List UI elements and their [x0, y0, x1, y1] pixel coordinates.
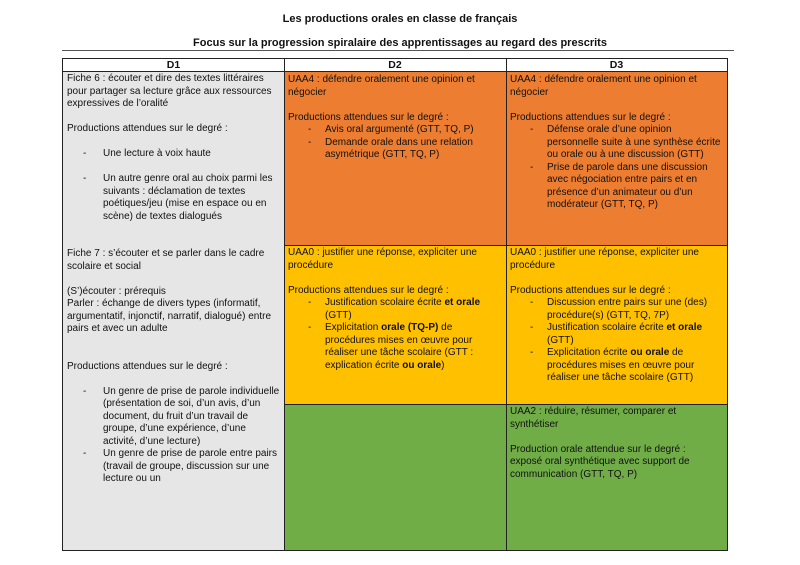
d1-cell [63, 72, 284, 550]
d3-uaa4-title: UAA4 : défendre oralement une opinion et négocier [510, 74, 697, 98]
list-item: - Explicitation écrite ou orale de procédures mises en œuvre pour réaliser une tâche scolaire (GTT) [510, 347, 723, 385]
fiche6-productions-label: Productions attendues sur le degré : [67, 123, 228, 134]
d2-uaa0-title: UAA0 : justifier une réponse, expliciter une procédure [288, 247, 477, 271]
d2-uaa4-cell [284, 72, 506, 245]
fiche7-title: Fiche 7 : s’écouter et se parler dans le cadre scolaire et social [67, 248, 265, 272]
list-item: - Un genre de prise de parole entre pairs (travail de groupe, discussion sur une lecture ou un [67, 448, 280, 486]
list-item: - Justification scolaire écrite et orale (GTT) [510, 322, 723, 347]
d3-uaa2-title: UAA2 : réduire, résumer, comparer et synthétiser [510, 406, 677, 430]
d3-uaa4-list [510, 124, 723, 212]
list-item: - Une lecture à voix haute [67, 148, 280, 161]
d2-uaa0-cell [284, 245, 506, 404]
list-item: - Un genre de prise de parole individuelle (présentation de soi, d’un avis, d’un document, du fruit d’un travail de groupe, d’une expérience, d’une activité, d’une lecture) [67, 386, 280, 449]
d3-uaa0-list [510, 297, 723, 385]
d2-empty-cell [284, 404, 506, 550]
d3-uaa0-cell [506, 245, 727, 404]
column-divider [506, 59, 507, 550]
list-item: - Demande orale dans une relation asymétrique (GTT, TQ, P) [288, 137, 502, 162]
page-subtitle: Focus sur la progression spiralaire des apprentissages au regard des prescrits [193, 37, 607, 49]
fiche7-parler: Parler : échange de divers types (informatif, argumentatif, injonctif, narratif, dialogué) entre pairs et avec un adulte [67, 298, 271, 334]
fiche7-ecouter: (S’)écouter : prérequis [67, 285, 166, 297]
list-item: - Prise de parole dans une discussion avec négociation entre pairs et en présence d’un animateur ou d’un modérateur (GTT, TQ, P) [510, 162, 723, 212]
d2-uaa0-list [288, 297, 502, 372]
fiche6-list [67, 148, 280, 223]
d3-uaa2-text: exposé oral synthétique avec support de communication (GTT, TQ, P) [510, 456, 690, 480]
list-item: - Justification scolaire écrite et orale (GTT) [288, 297, 502, 322]
d2-uaa0-label: Productions attendues sur le degré : [288, 284, 449, 296]
column-divider [284, 59, 285, 550]
list-item: - Défense orale d’une opinion personnelle suite à une synthèse écrite ou orale ou à une discussion (GTT) [510, 124, 723, 162]
d3-uaa2-label: Production orale attendue sur le degré : [510, 443, 686, 455]
header-d1: D1 [63, 59, 284, 72]
title-divider [62, 50, 734, 51]
d2-uaa4-label: Productions attendues sur le degré : [288, 111, 449, 123]
d2-uaa4-title: UAA4 : défendre oralement une opinion et négocier [288, 74, 475, 98]
header-d2: D2 [284, 59, 506, 72]
d3-uaa4-label: Productions attendues sur le degré : [510, 111, 671, 123]
d3-uaa0-title: UAA0 : justifier une réponse, expliciter une procédure [510, 247, 699, 271]
d3-uaa2-cell [506, 404, 727, 550]
fiche7-list [67, 386, 280, 486]
header-d3: D3 [506, 59, 727, 72]
d3-uaa0-label: Productions attendues sur le degré : [510, 284, 671, 296]
row-divider [284, 404, 727, 405]
list-item: - Discussion entre pairs sur une (des) procédure(s) (GTT, TQ, 7P) [510, 297, 723, 322]
fiche6-title: Fiche 6 : écouter et dire des textes littéraires pour partager sa lecture grâce aux ressources expressives de l’oralité [67, 73, 272, 109]
d3-uaa4-cell [506, 72, 727, 245]
list-item: - Explicitation orale (TQ-P) de procédures mises en œuvre pour réaliser une tâche scolaire (GTT : explication écrite ou orale) [288, 322, 502, 372]
fiche7-productions-label: Productions attendues sur le degré : [67, 360, 228, 372]
list-item: - Un autre genre oral au choix parmi les suivants : déclamation de textes poétiques/jeu (mise en espace ou en scène) de textes dialogués [67, 173, 280, 223]
list-item: - Avis oral argumenté (GTT, TQ, P) [288, 124, 502, 137]
d2-uaa4-list [288, 124, 502, 162]
row-divider [284, 245, 727, 246]
page-title: Les productions orales en classe de français [282, 13, 518, 25]
progression-table [62, 58, 728, 551]
